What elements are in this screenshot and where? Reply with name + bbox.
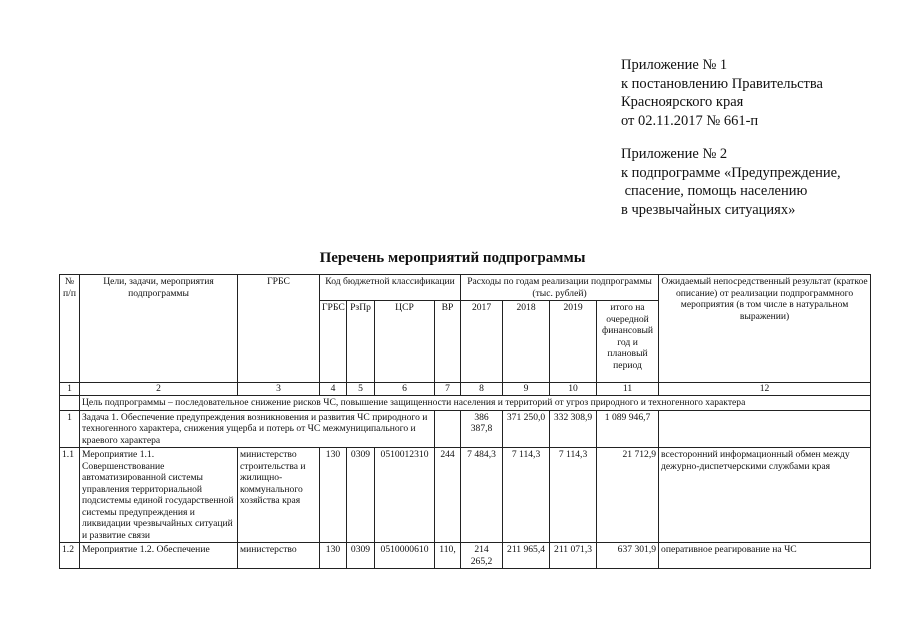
header-num: № п/п	[60, 275, 80, 383]
row-rzpr: 0309	[347, 448, 375, 543]
appendix-2-line-4: в чрезвычайных ситуациях»	[621, 201, 796, 218]
row-2019: 211 071,3	[550, 543, 597, 569]
row-2017: 214 265,2	[461, 543, 503, 569]
header-goals: Цели, задачи, мероприятия подпрограммы	[80, 275, 238, 383]
header-result: Ожидаемый непосредственный результат (краткое описание) от реализации подпрограммного мероприятия (в том числе в натуральном выражении)	[659, 275, 871, 383]
row-2019: 7 114,3	[550, 448, 597, 543]
header-expenses: Расходы по годам реализации подпрограммы (тыс. рублей)	[461, 275, 659, 301]
column-number: 2	[80, 383, 238, 396]
column-number: 1	[60, 383, 80, 396]
row-csr: 0510000610	[375, 543, 435, 569]
row-2019: 332 308,9	[550, 410, 597, 448]
header-2019: 2019	[550, 301, 597, 383]
column-number: 10	[550, 383, 597, 396]
header-grbs: ГРБС	[238, 275, 320, 383]
row-result: оперативное реагирование на ЧС	[659, 543, 871, 569]
column-number-row	[60, 383, 871, 396]
table-row	[60, 543, 871, 569]
document-title: Перечень мероприятий подпрограммы	[319, 250, 586, 266]
appendix-1-line-3: Красноярского края	[621, 94, 744, 111]
appendix-1-line-4: от 02.11.2017 № 661-п	[621, 112, 759, 129]
table-row	[60, 448, 871, 543]
column-number: 8	[461, 383, 503, 396]
row-total: 1 089 946,7	[597, 410, 659, 448]
header-budget-code: Код бюджетной классификации	[320, 275, 461, 301]
row-2017: 386 387,8	[461, 410, 503, 448]
appendix-1-line-2: к постановлению Правительства	[621, 75, 823, 92]
row-num: 1	[60, 410, 80, 448]
row-name: Задача 1. Обеспечение предупреждения возникновения и развития ЧС природного и техногенного характера, снижения ущерба и потерь от ЧС межмуниципального и краевого характера	[80, 410, 435, 448]
table-row	[60, 410, 871, 448]
measures-table	[59, 274, 871, 569]
row-grbs-code: 130	[320, 543, 347, 569]
column-number: 3	[238, 383, 320, 396]
appendix-1-block	[621, 56, 823, 130]
header-grbs-code: ГРБС	[320, 301, 347, 383]
row-vr: 244	[435, 448, 461, 543]
row-result: всесторонний информационный обмен между дежурно-диспетчерскими службами края	[659, 448, 871, 543]
header-csr: ЦСР	[375, 301, 435, 383]
column-number: 5	[347, 383, 375, 396]
row-grbs: министерство строительства и жилищно-коммунального хозяйства края	[238, 448, 320, 543]
goal-row	[60, 396, 871, 411]
row-2018: 7 114,3	[503, 448, 550, 543]
row-grbs: министерство	[238, 543, 320, 569]
row-vr	[435, 410, 461, 448]
row-2018: 371 250,0	[503, 410, 550, 448]
header-vr: ВР	[435, 301, 461, 383]
row-total: 637 301,9	[597, 543, 659, 569]
row-csr: 0510012310	[375, 448, 435, 543]
appendix-1-line-1: Приложение № 1	[621, 57, 728, 73]
header-2017: 2017	[461, 301, 503, 383]
appendix-2-line-3: спасение, помощь населению	[621, 183, 808, 200]
table-header-row-1	[60, 275, 871, 301]
goal-text: Цель подпрограммы – последовательное снижение рисков ЧС, повышение защищенности населения и территорий от угроз природного и техногенного характера	[80, 396, 871, 411]
column-number: 9	[503, 383, 550, 396]
column-number: 12	[659, 383, 871, 396]
appendix-2-line-1: Приложение № 2	[621, 146, 728, 162]
column-number: 6	[375, 383, 435, 396]
row-2017: 7 484,3	[461, 448, 503, 543]
row-num: 1.2	[60, 543, 80, 569]
row-vr: 110,	[435, 543, 461, 569]
column-number: 4	[320, 383, 347, 396]
row-grbs-code: 130	[320, 448, 347, 543]
row-result	[659, 410, 871, 448]
row-num: 1.1	[60, 448, 80, 543]
header-rzpr: РзПр	[347, 301, 375, 383]
row-2018: 211 965,4	[503, 543, 550, 569]
header-total: итого на очередной финансовый год и плановый период	[597, 301, 659, 383]
row-name: Мероприятие 1.1. Совершенствование автоматизированной системы управления территориальной подсистемы единой государственной системы предупреждения и ликвидации чрезвычайных ситуаций и развитие связи	[80, 448, 238, 543]
row-rzpr: 0309	[347, 543, 375, 569]
row-total: 21 712,9	[597, 448, 659, 543]
row-name: Мероприятие 1.2. Обеспечение	[80, 543, 238, 569]
column-number: 11	[597, 383, 659, 396]
appendix-2-block	[621, 145, 841, 219]
column-number: 7	[435, 383, 461, 396]
header-2018: 2018	[503, 301, 550, 383]
appendix-2-line-2: к подпрограмме «Предупреждение,	[621, 164, 841, 181]
